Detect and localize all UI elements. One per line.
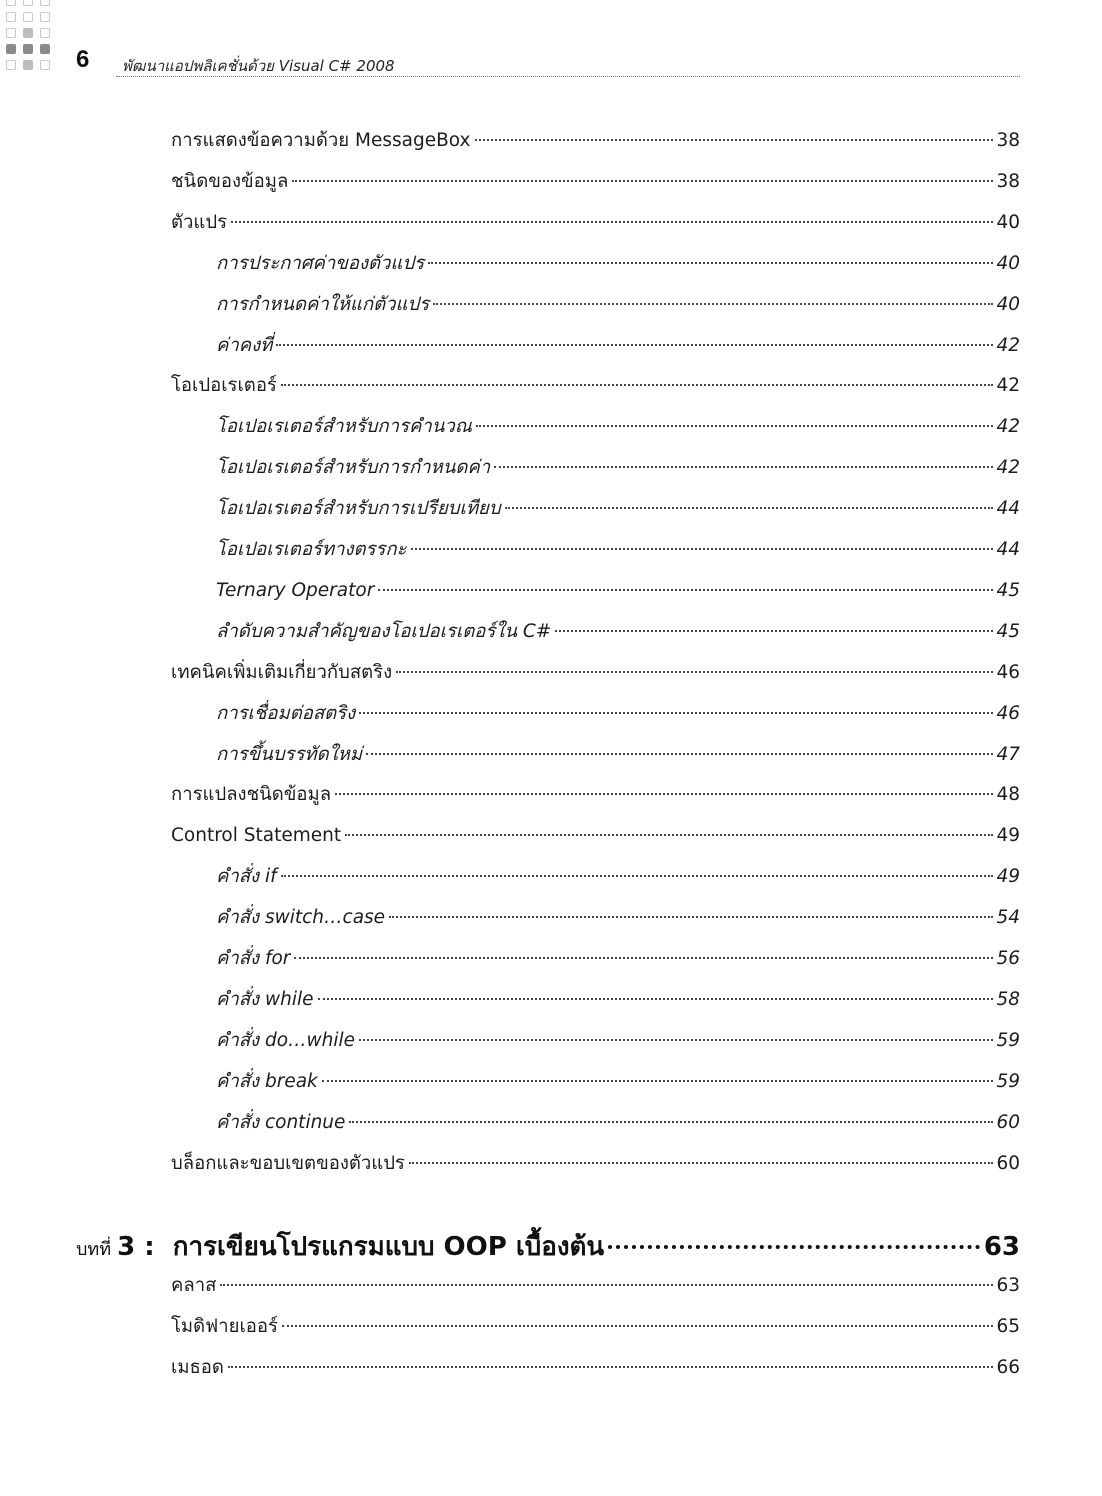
toc-entry-label: คำสั่ง switch…case bbox=[216, 907, 386, 929]
toc-entry bbox=[216, 537, 1020, 563]
toc-dot-leader bbox=[555, 630, 993, 632]
toc-entry bbox=[171, 1273, 1020, 1299]
toc-entry bbox=[216, 251, 1020, 277]
toc-entry bbox=[216, 1069, 1020, 1095]
toc-dot-leader bbox=[231, 221, 993, 223]
toc-entry-label: คลาส bbox=[171, 1275, 217, 1296]
toc-entry-page: 54 bbox=[996, 907, 1020, 929]
toc-entry-page: 46 bbox=[996, 702, 1020, 724]
decorative-dot bbox=[40, 44, 50, 54]
toc-dot-leader bbox=[476, 425, 994, 427]
toc-entry-label: ชนิดของข้อมูล bbox=[171, 170, 289, 192]
toc-dot-leader bbox=[494, 466, 993, 468]
toc-entry bbox=[216, 864, 1020, 890]
toc-dot-leader bbox=[359, 1039, 993, 1041]
decorative-dot bbox=[40, 60, 50, 70]
toc-entry-label: คำสั่ง do…while bbox=[216, 1029, 356, 1051]
decorative-dot bbox=[40, 28, 50, 38]
decorative-dot bbox=[23, 44, 33, 54]
toc-entry bbox=[171, 210, 1020, 236]
toc-dot-leader bbox=[409, 1162, 994, 1164]
toc-entry-page: 40 bbox=[996, 293, 1020, 315]
toc-entry bbox=[216, 946, 1020, 972]
toc-entry bbox=[171, 1151, 1020, 1177]
toc-entry bbox=[171, 128, 1020, 154]
toc-dot-leader bbox=[220, 1284, 993, 1286]
toc-entry-page: 42 bbox=[996, 375, 1020, 397]
toc-entry-page: 46 bbox=[996, 661, 1020, 683]
toc-entry-page: 45 bbox=[996, 620, 1020, 642]
toc-entry-label: โอเปอเรเตอร์ bbox=[171, 375, 277, 397]
toc-dot-leader bbox=[433, 303, 993, 305]
toc-dot-leader bbox=[505, 507, 994, 509]
toc-entry bbox=[216, 578, 1020, 604]
toc-dot-leader bbox=[292, 180, 993, 182]
toc-entry bbox=[216, 987, 1020, 1013]
toc-entry bbox=[216, 905, 1020, 931]
toc-entry-label: Control Statement bbox=[171, 825, 342, 847]
toc-entry bbox=[216, 619, 1020, 645]
toc-entry-label: การแปลงชนิดข้อมูล bbox=[171, 784, 332, 806]
toc-entry bbox=[216, 414, 1020, 440]
toc-entry-label: การกำหนดค่าให้แก่ตัวแปร bbox=[216, 293, 430, 315]
toc-entry-page: 63 bbox=[996, 1275, 1020, 1296]
toc-entry-page: 45 bbox=[996, 579, 1020, 601]
toc-entry-page: 49 bbox=[996, 825, 1020, 847]
chapter-title: การเขียนโปรแกรมแบบ OOP เบื้องต้น bbox=[172, 1232, 605, 1262]
toc-dot-leader bbox=[294, 957, 993, 959]
toc-dot-leader bbox=[378, 589, 993, 591]
toc-entry bbox=[171, 373, 1020, 399]
toc-entry-page: 56 bbox=[996, 948, 1020, 969]
toc-entry-label: โมดิฟายเออร์ bbox=[171, 1315, 278, 1337]
toc-entry-page: 38 bbox=[996, 170, 1020, 192]
toc-entry bbox=[171, 1355, 1020, 1381]
toc-entry-label: เทคนิคเพิ่มเติมเกี่ยวกับสตริง bbox=[171, 661, 393, 683]
toc-entry-label: คำสั่ง for bbox=[216, 948, 291, 969]
toc-entry bbox=[171, 169, 1020, 195]
toc-entry-label: คำสั่ง continue bbox=[216, 1111, 346, 1133]
chapter-dot-leader bbox=[608, 1245, 980, 1249]
chapter-prefix: บทที่ bbox=[76, 1239, 112, 1260]
decorative-dot bbox=[6, 60, 16, 70]
toc-dot-leader bbox=[322, 1080, 994, 1082]
toc-entry bbox=[216, 1028, 1020, 1054]
toc-entry-label: Ternary Operator bbox=[216, 579, 375, 601]
toc-entry-label: โอเปอเรเตอร์สำหรับการคำนวณ bbox=[216, 416, 472, 438]
toc-entry-page: 59 bbox=[996, 1070, 1020, 1092]
toc-entry-label: การเชื่อมต่อสตริง bbox=[216, 702, 356, 724]
decorative-dot bbox=[23, 60, 33, 70]
toc-entry-label: การแสดงข้อความด้วย MessageBox bbox=[171, 130, 471, 151]
toc-entry-page: 38 bbox=[996, 130, 1020, 151]
toc-entry bbox=[171, 782, 1020, 808]
decorative-dot bbox=[6, 0, 16, 6]
toc-dot-leader bbox=[396, 671, 993, 673]
toc-entry bbox=[216, 496, 1020, 522]
chapter-heading bbox=[76, 1226, 1020, 1267]
toc-entry-label: เมธอด bbox=[171, 1356, 224, 1378]
toc-dot-leader bbox=[349, 1121, 993, 1123]
toc-dot-leader bbox=[389, 916, 993, 918]
toc-entry-page: 58 bbox=[996, 988, 1020, 1010]
page-header bbox=[76, 46, 1020, 78]
toc-entry-page: 66 bbox=[996, 1356, 1020, 1378]
toc-entry-label: ตัวแปร bbox=[171, 211, 228, 233]
toc-entry-page: 60 bbox=[996, 1111, 1020, 1133]
toc-dot-leader bbox=[318, 998, 994, 1000]
toc-entry-page: 42 bbox=[996, 334, 1020, 356]
toc-entry-page: 47 bbox=[996, 743, 1020, 765]
toc-dot-leader bbox=[359, 712, 993, 714]
toc-entry bbox=[216, 455, 1020, 481]
toc-dot-leader bbox=[228, 1366, 994, 1368]
toc-entry-page: 44 bbox=[996, 498, 1020, 520]
toc-dot-leader bbox=[335, 793, 993, 795]
toc-entry-label: โอเปอเรเตอร์สำหรับการกำหนดค่า bbox=[216, 457, 491, 479]
decorative-dot bbox=[40, 0, 50, 6]
toc-entry-page: 42 bbox=[996, 416, 1020, 438]
chapter-page-number: 63 bbox=[983, 1232, 1020, 1262]
header-dotted-rule bbox=[116, 76, 1020, 77]
toc-entry-label: ลำดับความสำคัญของโอเปอเรเตอร์ใน C# bbox=[216, 620, 552, 642]
toc-entry-page: 49 bbox=[996, 866, 1020, 888]
toc-entry-page: 40 bbox=[996, 252, 1020, 274]
book-title: พัฒนาแอปพลิเคชั่นด้วย Visual C# 2008 bbox=[122, 57, 395, 75]
toc-dot-leader bbox=[366, 753, 993, 755]
toc-dot-leader bbox=[281, 384, 994, 386]
toc-entry-page: 48 bbox=[996, 784, 1020, 806]
chapter-number: 3 : bbox=[117, 1232, 155, 1262]
toc-dot-leader bbox=[282, 1325, 994, 1327]
decorative-dot bbox=[23, 0, 33, 6]
decorative-dot bbox=[40, 12, 50, 22]
toc-entry-label: คำสั่ง break bbox=[216, 1070, 318, 1092]
toc-entry-page: 40 bbox=[996, 211, 1020, 233]
toc-entry bbox=[216, 333, 1020, 359]
toc-dot-leader bbox=[475, 139, 994, 141]
toc-dot-leader bbox=[276, 344, 993, 346]
toc-entry-page: 60 bbox=[996, 1152, 1020, 1174]
toc-entry-label: คำสั่ง if bbox=[216, 866, 277, 888]
toc-entry bbox=[171, 823, 1020, 849]
decorative-dot bbox=[6, 28, 16, 38]
toc-dot-leader bbox=[428, 262, 993, 264]
toc-entry-label: คำสั่ง while bbox=[216, 988, 314, 1010]
toc-entry bbox=[216, 292, 1020, 318]
toc-entry-page: 65 bbox=[996, 1315, 1020, 1337]
toc-entry-label: บล็อกและขอบเขตของตัวแปร bbox=[171, 1152, 405, 1174]
toc-entry-page: 44 bbox=[996, 539, 1020, 560]
toc-entry bbox=[171, 660, 1020, 686]
toc-dot-leader bbox=[411, 548, 994, 550]
toc-entry-label: โอเปอเรเตอร์สำหรับการเปรียบเทียบ bbox=[216, 498, 501, 520]
page-number: 6 bbox=[76, 46, 90, 73]
decorative-dot bbox=[6, 44, 16, 54]
decorative-dot bbox=[23, 28, 33, 38]
toc-entry bbox=[216, 1110, 1020, 1136]
toc-entry bbox=[171, 1314, 1020, 1340]
decorative-dot bbox=[23, 12, 33, 22]
toc-entry-label: การขึ้นบรรทัดใหม่ bbox=[216, 743, 363, 765]
toc-entry-page: 59 bbox=[996, 1029, 1020, 1051]
toc-dot-leader bbox=[345, 834, 993, 836]
toc-entry-label: การประกาศค่าของตัวแปร bbox=[216, 252, 425, 274]
toc-entry-label: ค่าคงที่ bbox=[216, 334, 273, 356]
decorative-dot bbox=[6, 12, 16, 22]
toc-entry bbox=[216, 742, 1020, 768]
toc-entry bbox=[216, 701, 1020, 727]
toc-entry-label: โอเปอเรเตอร์ทางตรรกะ bbox=[216, 539, 407, 560]
toc-entry-page: 42 bbox=[996, 457, 1020, 479]
toc-dot-leader bbox=[281, 875, 994, 877]
